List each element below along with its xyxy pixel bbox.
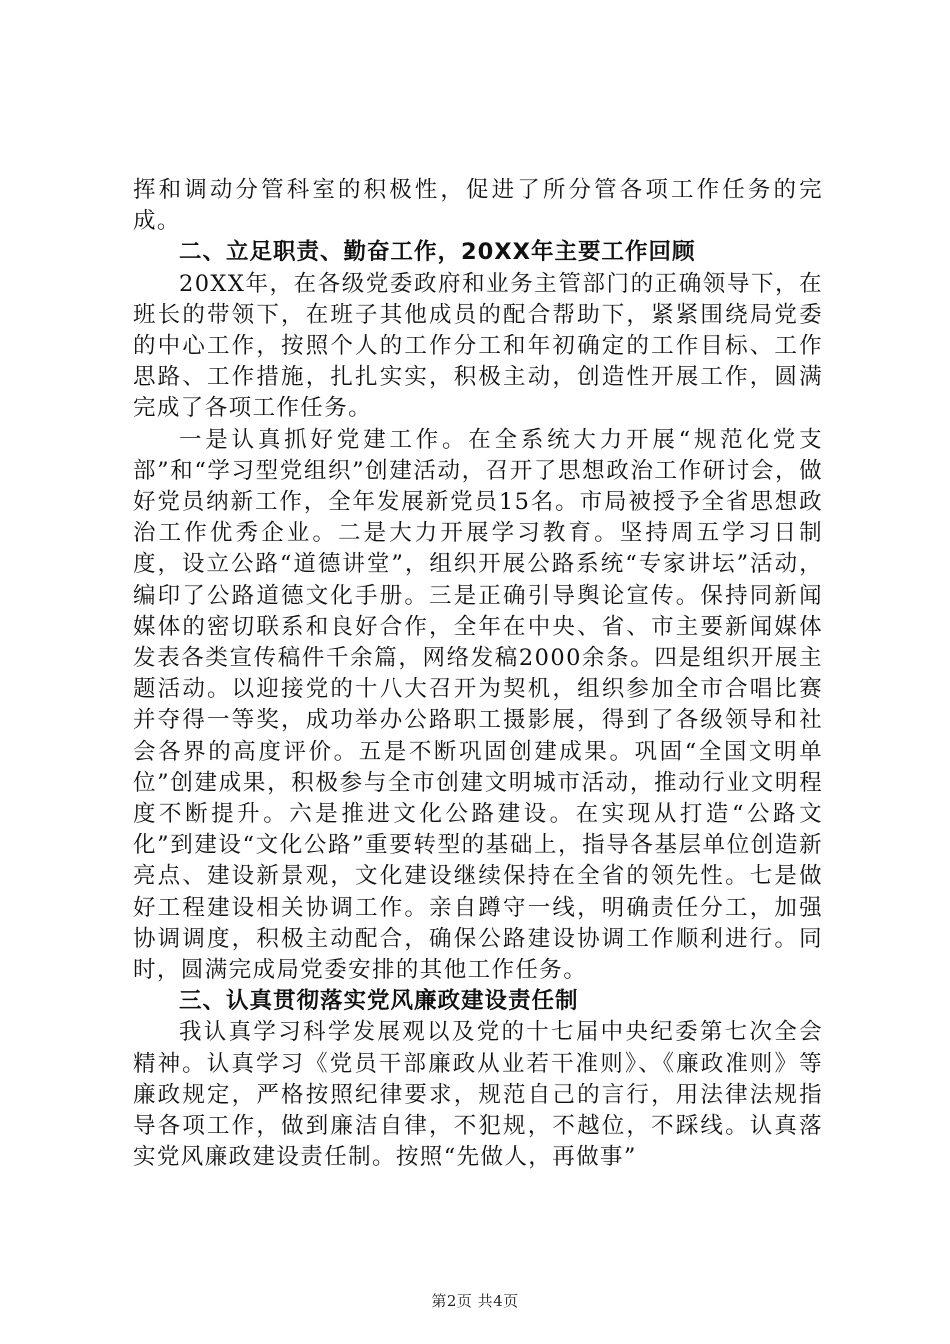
body-paragraph: 20XX年，在各级党委政府和业务主管部门的正确领导下，在班长的带领下，在班子其他成员的配合帮助下，紧紧围绕局党委的中心工作，按照个人的工作分工和年初确定的工作目标、工作思路、工作措施，扎扎实实，积极主动，创造性开展工作，圆满完成了各项工作任务。 — [133, 270, 823, 422]
section-heading: 二、立足职责、勤奋工作，20XX年主要工作回顾 — [179, 239, 696, 266]
document-body — [133, 175, 823, 1174]
body-paragraph: 我认真学习科学发展观以及党的十七届中央纪委第七次全会精神。认真学习《党员干部廉政从业若干准则》、《廉政准则》等廉政规定，严格按照纪律要求，规范自己的言行，用法律法规指导各项工作，做到廉洁自律，不犯规，不越位，不踩线。认真落实党风廉政建设责任制。按照“先做人，再做事” — [133, 1019, 823, 1171]
section-heading: 三、认真贯彻落实党风廉政建设责任制 — [179, 988, 579, 1015]
body-paragraph: 一是认真抓好党建工作。在全系统大力开展“规范化党支部”和“学习型党组织”创建活动，召开了思想政治工作研讨会，做好党员纳新工作，全年发展新党员15名。市局被授予全省思想政治工作优秀企业。二是大力开展学习教育。坚持周五学习日制度，设立公路“道德讲堂”，组织开展公路系统“专家讲坛”活动，编印了公路道德文化手册。三是正确引导舆论宣传。保持同新闻媒体的密切联系和良好合作，全年在中央、省、市主要新闻媒体发表各类宣传稿件千余篇，网络发稿2000余条。四是组织开展主题活动。以迎接党的十八大召开为契机，组织参加全市合唱比赛并夺得一等奖，成功举办公路职工摄影展，得到了各级领导和社会各界的高度评价。五是不断巩固创建成果。巩固“全国文明单位”创建成果，积极参与全市创建文明城市活动，推动行业文明程度不断提升。六是推进文化公路建设。在实现从打造“公路文化”到建设“文化公路”重要转型的基础上，指导各基层单位创造新亮点、建设新景观，文化建设继续保持在全省的领先性。七是做好工程建设相关协调工作。亲自蹲守一线，明确责任分工，加强协调调度，积极主动配合，确保公路建设协调工作顺利进行。同时，圆满完成局党委安排的其他工作任务。 — [133, 426, 823, 984]
body-paragraph: 挥和调动分管科室的积极性，促进了所分管各项工作任务的完成。 — [133, 177, 823, 235]
page-number-footer: 第2页 共4页 — [431, 1292, 519, 1310]
